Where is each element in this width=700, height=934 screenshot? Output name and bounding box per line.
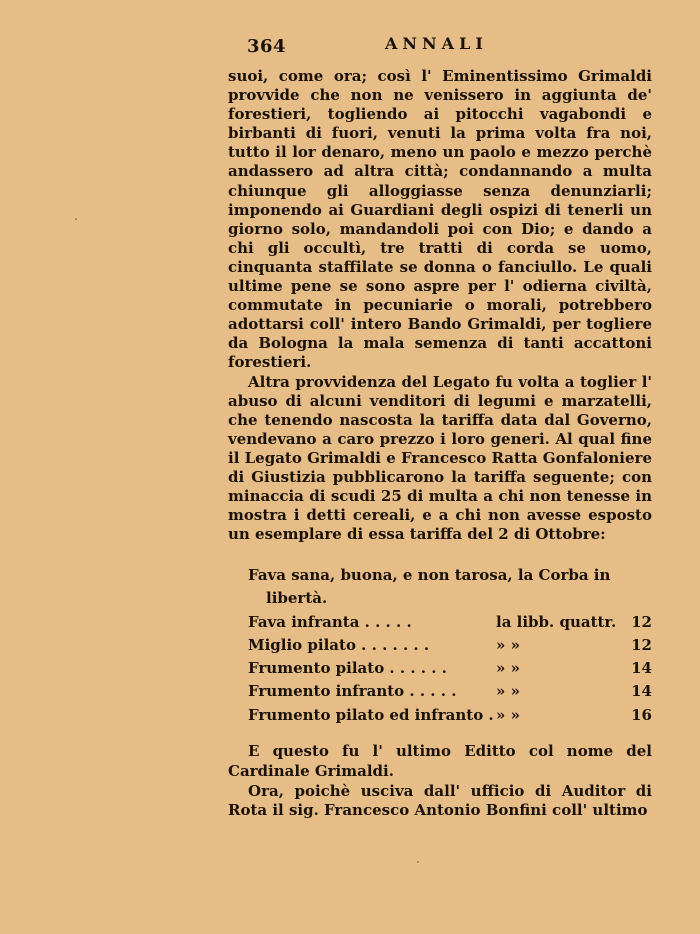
closing-text [228, 742, 652, 821]
tariff-item: Miglio pilato . . . . . . . [248, 635, 430, 654]
tariff-item: Frumento pilato ed infranto . [248, 705, 494, 724]
paragraph-tariff-intro: Altra provvidenza del Legato fu volta a toglier l' abuso di alcuni venditori di legumi e marzatelli, che tenendo nascosta la tariffa data dal Governo, vendevano a caro prezzo i loro generi. Al qual fine il Legato Grimaldi e Francesco Ratta Gonfaloniere di Giustizia pubblicarono la tariffa seguente; con minaccia di scudi 25 di multa a chi non tenesse in mostra i detti cereali, e a chi non avesse esposto un esemplare di essa tariffa del 2 di Ottobre: [228, 372, 652, 544]
tariff-unit: » » [496, 635, 520, 654]
tariff-table [248, 564, 652, 727]
tariff-unit: la libb. quattr. [496, 612, 617, 631]
tariff-unit: » » [496, 682, 520, 701]
tariff-row [248, 657, 652, 680]
tariff-value: 14 [631, 682, 652, 701]
paragraph-last-edict: E questo fu l' ultimo Editto col nome del Cardinale Grimaldi. [228, 742, 652, 780]
tariff-heading: Fava sana, buona, e non tarosa, la Corba in libertà. [248, 566, 611, 608]
tariff-unit: » » [496, 659, 520, 678]
paragraph-continuing: Ora, poichè usciva dall' ufficio di Auditor di Rota il sig. Francesco Antonio Bonfini coll' ultimo [228, 781, 652, 820]
main-text [228, 67, 652, 544]
tariff-value: 12 [631, 635, 652, 654]
tariff-row [248, 680, 652, 703]
tariff-item: Fava infranta . . . . . [248, 612, 412, 631]
tariff-value: 14 [631, 659, 652, 678]
paper-speck [75, 218, 77, 220]
tariff-item: Frumento pilato . . . . . . [248, 659, 447, 678]
running-title: ANNALI [385, 34, 488, 53]
tariff-row [248, 704, 652, 727]
tariff-value: 12 [631, 612, 652, 631]
tariff-item: Frumento infranto . . . . . [248, 682, 457, 701]
tariff-unit: » » [496, 705, 520, 724]
page-header [247, 34, 657, 60]
paragraph-continuation: suoi, come ora; così l' Eminentissimo Grimaldi provvide che non ne venissero in aggiunta de' forestieri, togliendo ai pitocchi vagabondi e birbanti di fuori, venuti la prima volta fra noi, tutto il lor denaro, meno un paolo e mezzo perchè andassero ad altra città; condannando a multa chiunque gli alloggiasse senza denunziarli; imponendo ai Guardiani degli ospizi di tenerli un giorno solo, mandandoli poi con Dio; e dando a chi gli occultì, tre tratti di corda se uomo, cinquanta staffilate se donna o fanciullo. Le quali ultime pene se sono aspre per l' odierna civiltà, commutate in pecuniarie o morali, potrebbero adottarsi coll' intero Bando Grimaldi, per togliere da Bologna la mala semenza di tanti accattoni forestieri. [228, 67, 652, 372]
page-number: 364 [247, 36, 287, 57]
tariff-row [248, 634, 652, 657]
tariff-value: 16 [631, 705, 652, 724]
tariff-row [248, 611, 652, 634]
paper-speck [417, 861, 419, 863]
